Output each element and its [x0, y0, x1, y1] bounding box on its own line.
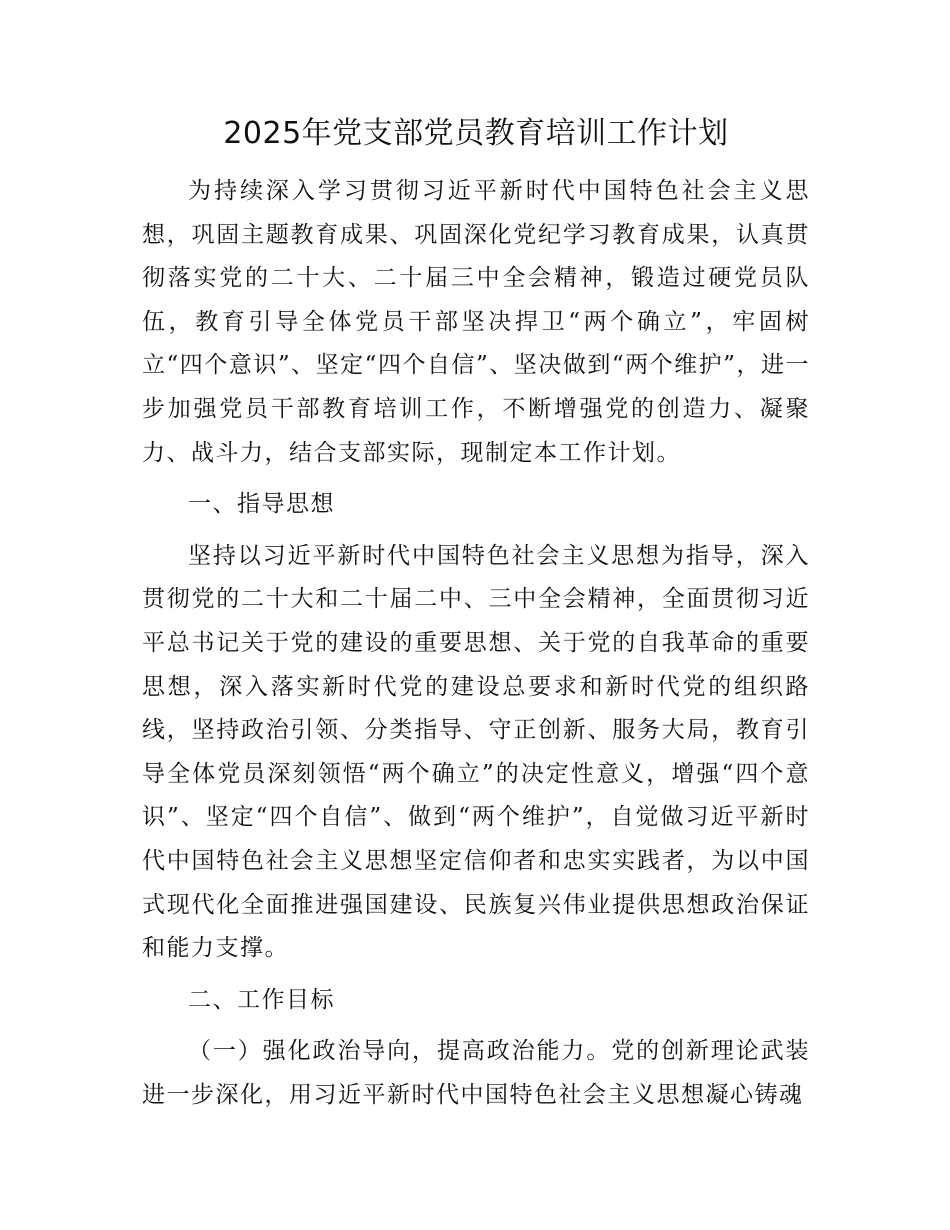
document-title: 2025年党支部党员教育培训工作计划	[223, 116, 729, 151]
section-heading-work-goals: 二、工作目标	[188, 986, 335, 1013]
section-gap	[142, 1022, 810, 1030]
document-page	[142, 112, 810, 1117]
work-goal-item-1: （一）强化政治导向，提高政治能力。党的创新理论武装进一步深化，用习近平新时代中国特色社会主义思想凝心铸魂	[142, 1038, 810, 1108]
section-gap	[142, 971, 810, 979]
guiding-thought-paragraph: 坚持以习近平新时代中国特色社会主义思想为指导，深入贯彻党的二十大和二十届二中、三中全会精神，全面贯彻习近平总书记关于党的建设的重要思想、关于党的自我革命的重要思想，深入落实新时代党的建设总要求和新时代党的组织路线，坚持政治引领、分类指导、守正创新、服务大局，教育引导全体党员深刻领悟“两个确立”的决定性意义，增强“四个意识”、坚定“四个自信”、做到“两个维护”，自觉做习近平新时代中国特色社会主义思想坚定信仰者和忠实实践者，为以中国式现代化全面推进强国建设、民族复兴伟业提供思想政治保证和能力支撑。	[142, 542, 810, 962]
section-heading-guiding-thought: 一、指导思想	[188, 491, 335, 518]
section-gap	[142, 475, 810, 483]
section-gap	[142, 527, 810, 535]
intro-paragraph: 为持续深入学习贯彻习近平新时代中国特色社会主义思想，巩固主题教育成果、巩固深化党纪学习教育成果，认真贯彻落实党的二十大、二十届三中全会精神，锻造过硬党员队伍，教育引导全体党员干部坚决捍卫“两个确立”，牢固树立“四个意识”、坚定“四个自信”、坚决做到“两个维护”，进一步加强党员干部教育培训工作，不断增强党的创造力、凝聚力、战斗力，结合支部实际，现制定本工作计划。	[142, 178, 810, 466]
